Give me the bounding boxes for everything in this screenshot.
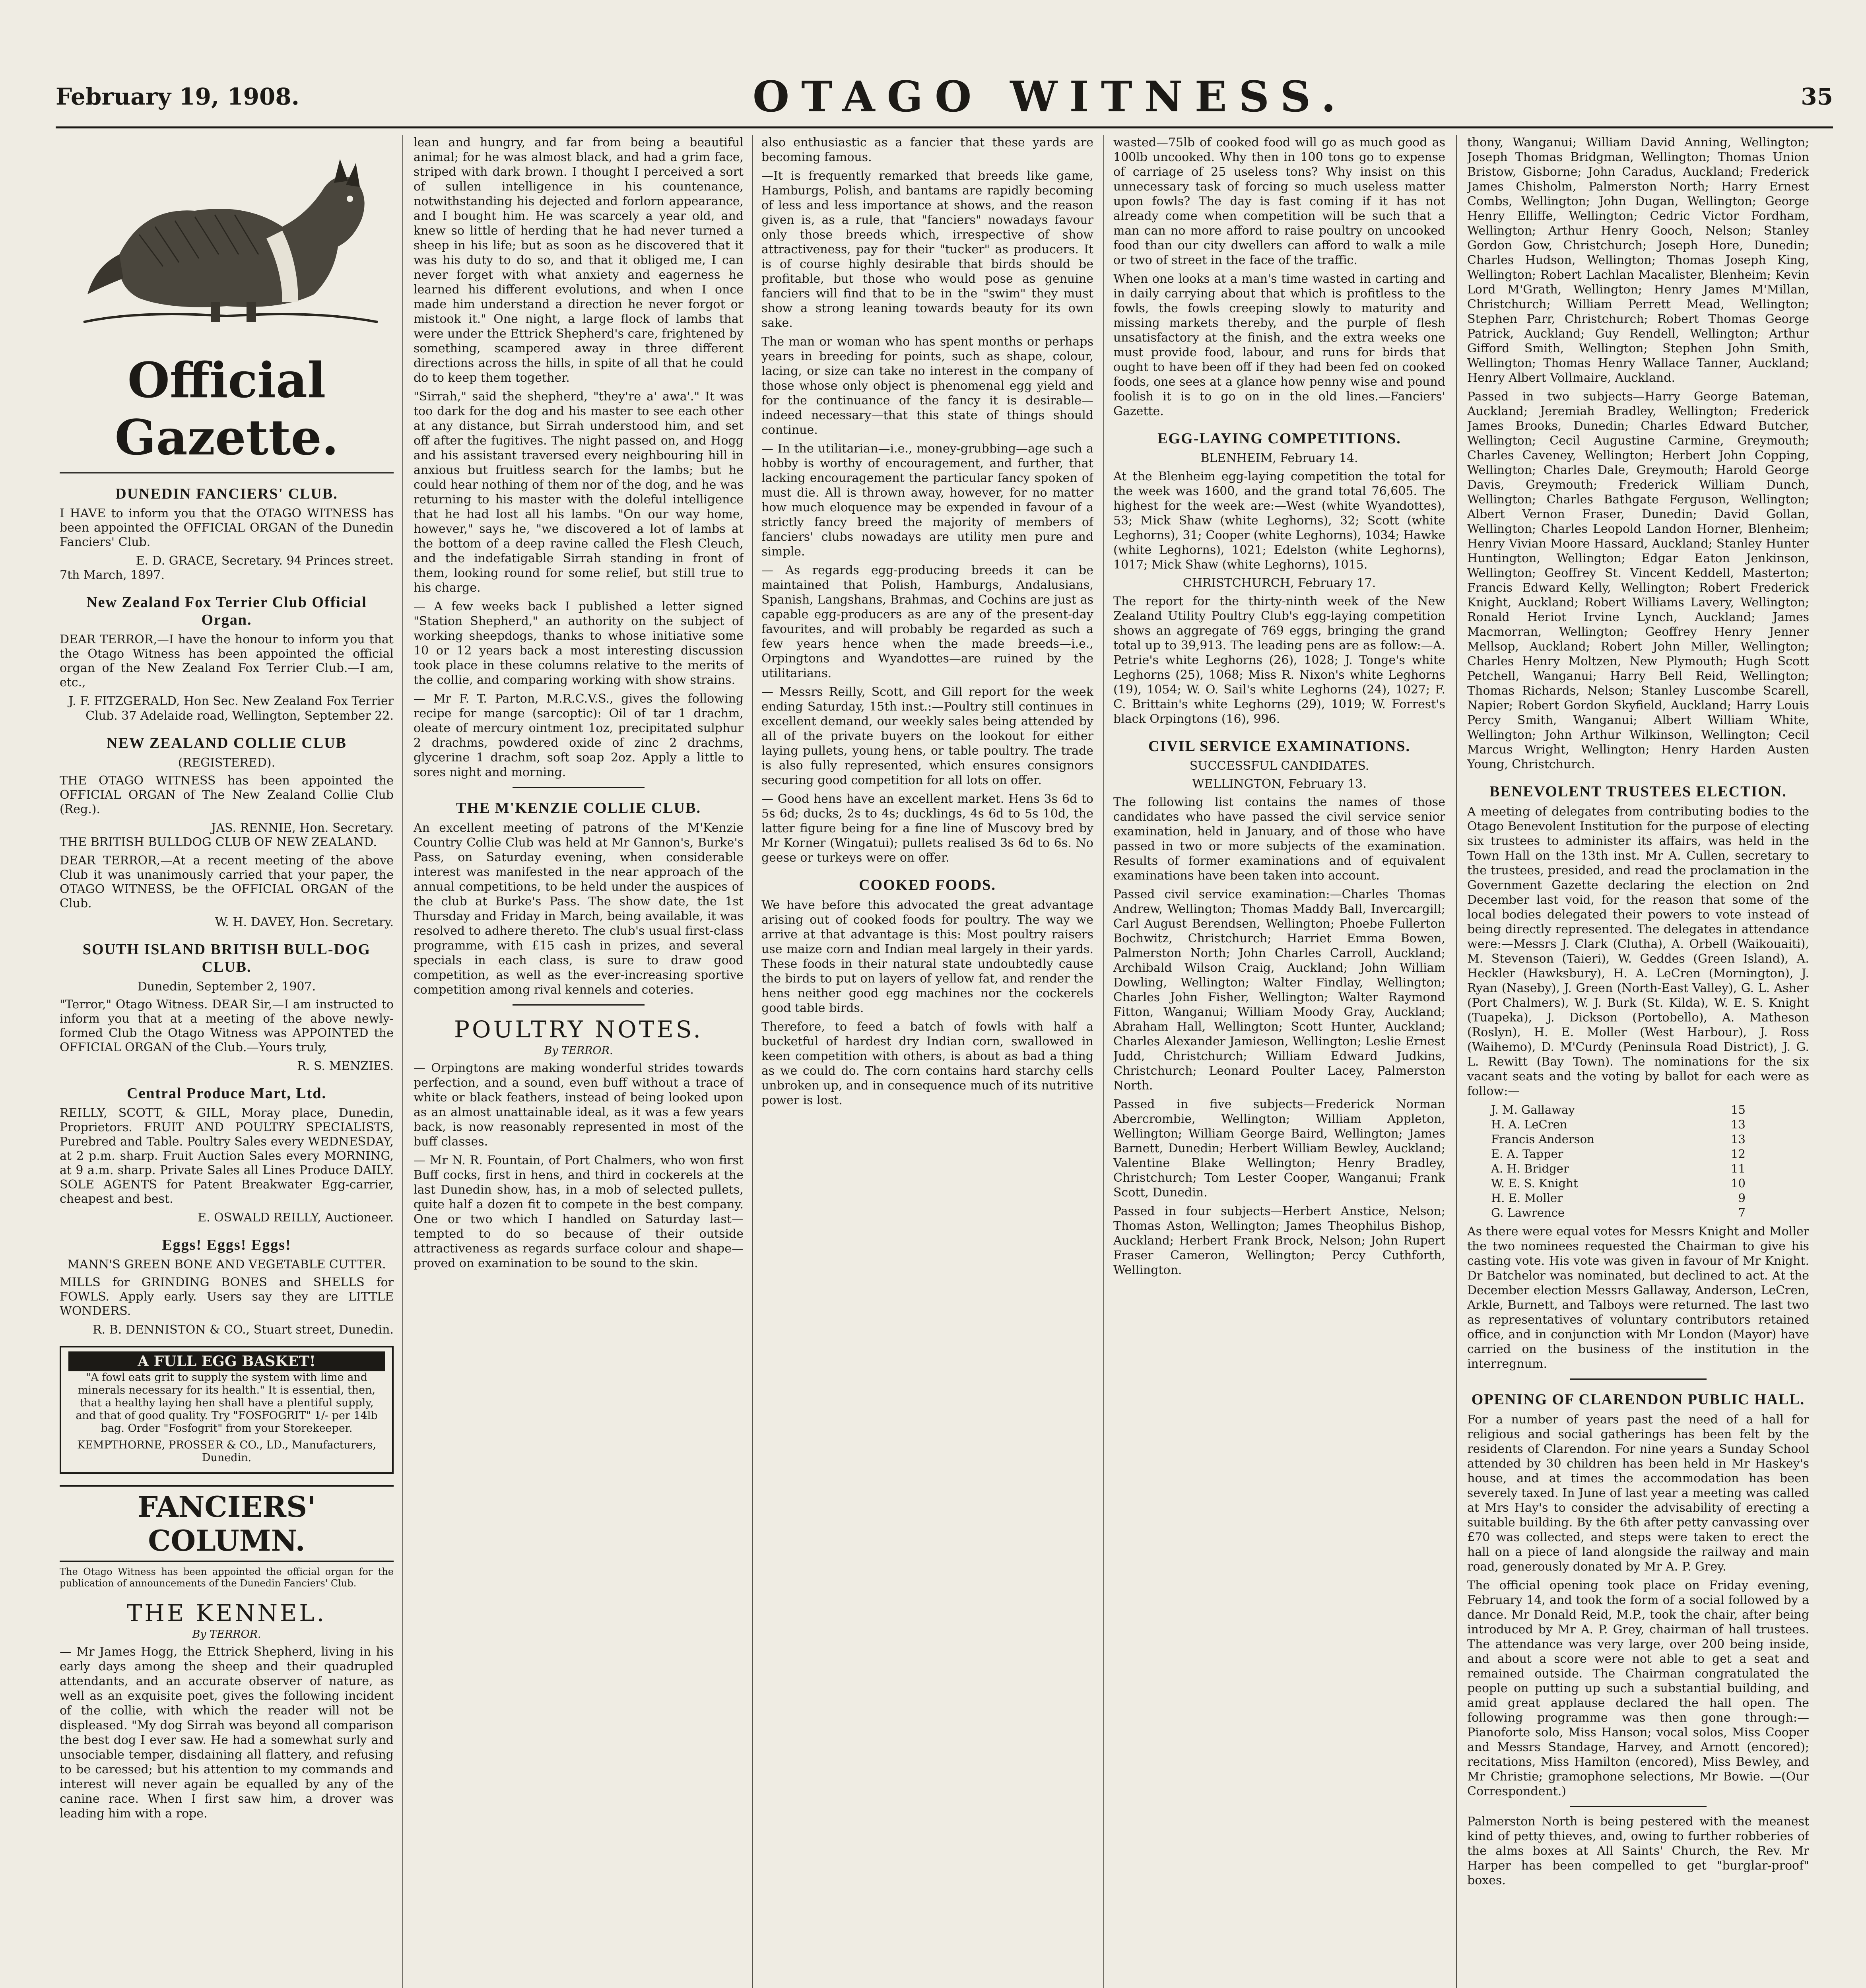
collie-club-notice: THE OTAGO WITNESS has been appointed the OFFICIAL ORGAN of The New Zealand Collie Club (Reg.). bbox=[60, 774, 394, 816]
column-4 bbox=[1113, 135, 1445, 1988]
clarendon-hall-heading: OPENING OF CLARENDON PUBLIC HALL. bbox=[1471, 1391, 1805, 1408]
christchurch-dateline: CHRISTCHURCH, February 17. bbox=[1183, 576, 1376, 590]
column-divider bbox=[402, 135, 403, 1988]
poultry-notes-paragraph: —It is frequently remarked that breeds like game, Hamburgs, Polish, and bantams are rapidly becoming of less and less importance at shows, and the reason given is, as a rule, that "fanciers" nowadays favour only those breeds which, irrespective of show attractiveness, pay for their "tucker" as producers. It is of course highly desirable that birds should be profitable, but those who would pose as genuine fanciers will find that to be in the "swim" they must show a strong leaning towards beauty for its own sake. bbox=[761, 169, 1093, 330]
market-report-paragraph: — Good hens have an excellent market. Hens 3s 6d to 5s 6d; ducks, 2s to 4s; ducklings, 4s 6d to 5s 10d, the latter figure being for a fine line of Muscovy bred by Mr Korner (Wingatui); pullets realised 3s 6d to 6s. No geese or turkeys were on offer. bbox=[761, 792, 1093, 865]
fox-terrier-signature: J. F. FITZGERALD, Hon Sec. New Zealand Fox Terrier Club. 37 Adelaide road, Wellington, September 22. bbox=[68, 694, 394, 723]
bulldog-club-heading: THE BRITISH BULLDOG CLUB OF NEW ZEALAND. bbox=[60, 835, 377, 849]
page-number: 35 bbox=[1801, 83, 1833, 110]
civil-service-passed-list: Passed civil service examination:—Charles Thomas Andrew, Wellington; Thomas Maddy Ball, Invercargill; Carl August Berendsen, Wellington; Phoebe Fullerton Bochwitz, Christchurch; Harriet Emma Bowen, Palmerston North; John Charles Carroll, Auckland; Archibald Wilson Craig, Auckland; John William Dowling, Wellington; Walter Findlay, Wellington; Charles John Fisher, Wellington; Walter Raymond Fitton, Wanganui; William Moody Gray, Auckland; Abraham Hall, Wellington; Scott Hunter, Auckland; Charles Alexander Jamieson, Wellington; Leslie Ernest Judd, Christchurch; William Edward Judkins, Christchurch; Leonard Poulter Lacey, Palmerston North. bbox=[1113, 887, 1445, 1093]
clarendon-hall-paragraph: The official opening took place on Friday evening, February 14, and took the form of a social followed by a dance. Mr Donald Reid, M.P., took the chair, after being introduced by Mr A. P. Grey, chairman of hall trustees. The attendance was very large, over 200 being inside, and about a score were not able to get a seat and remained outside. The Chairman congratulated the people on putting up such a substantial building, and amid great applause declared the hall open. The following programme was then gone through:—Pianoforte solo, Miss Hanson; vocal solos, Miss Cooper and Messrs Standage, Harvey, and Arnott (encored); recitations, Miss Hamilton (encored), Miss Bewley, and Mr Christie; gramophone selections, Mr Bowie. —(Our Correspondent.) bbox=[1467, 1578, 1809, 1798]
benevolent-trustees-paragraph: A meeting of delegates from contributing bodies to the Otago Benevolent Institution for the purpose of electing six trustees to administer its affairs, was held in the Town Hall on the 13th inst. Mr A. Cullen, secretary to the trustees, presided, and read the proclamation in the Government Gazette declaring the election on 2nd December last void, for the reason that some of the local bodies delegated their powers to vote instead of being directly represented. The delegates in attendance were:—Messrs J. Clark (Clutha), A. Orbell (Waikouaiti), M. Stevenson (Taieri), W. Geddes (Green Island), A. Heckler (Hawksbury), H. A. LeCren (Mornington), J. Ryan (Naseby), J. Green (North-East Valley), G. L. Asher (Port Chalmers), W. J. Burk (St. Kilda), W. E. S. Knight (Tuapeka), J. Dickson (Portobello), A. Matheson (Roslyn), H. E. Moller (West Harbour), J. Ross (Waihemo), D. M'Curdy (Peninsula Road District), J. G. L. Rewitt (Bay Town). The nominations for the six vacant seats and the voting by ballot for each were as follow:— bbox=[1467, 805, 1809, 1098]
kennel-byline: By TERROR. bbox=[192, 1628, 261, 1640]
section-divider bbox=[1570, 1378, 1707, 1380]
column-divider bbox=[1456, 135, 1457, 1988]
column-divider bbox=[752, 135, 753, 1988]
market-report-paragraph: — Messrs Reilly, Scott, and Gill report for the week ending Saturday, 15th inst.:—Poultry still continues in excellent demand, our weekly sales being attended by all of the private buyers on the lookout for either laying pullets, young hens, or table poultry. The trade is also fully represented, which ensures consignors securing good competition for all lots on offer. bbox=[761, 685, 1093, 787]
blenheim-results: At the Blenheim egg-laying competition the total for the week was 1600, and the grand total 76,605. The highest for the week are:—West (white Wyandottes), 53; Mick Shaw (white Leghorns), 32; Scott (white Leghorns), 31; Cooper (white Leghorns), 1034; Hawke (white Leghorns), 1021; Edelston (white Leghorns), 1017; Mick Shaw (white Leghorns), 1015. bbox=[1113, 470, 1445, 572]
blenheim-dateline: BLENHEIM, February 14. bbox=[1200, 451, 1358, 465]
collie-club-signature: JAS. RENNIE, Hon. Secretary. bbox=[211, 821, 394, 835]
collie-dog-engraving bbox=[60, 135, 394, 342]
eggs-ad-signature: R. B. DENNISTON & CO., Stuart street, Dunedin. bbox=[93, 1323, 394, 1337]
mange-recipe-paragraph: — Mr F. T. Parton, M.R.C.V.S., gives the following recipe for mange (sarcoptic): Oil of tar 1 drachm, oleate of mercury ointment 1oz, precipitated sulphur 2 drachms, powdered oxide of zinc 2 drachms, glycerine 1 drachm, soft soap 2oz. Apply a little to sores night and morning. bbox=[414, 692, 744, 779]
fox-terrier-heading: New Zealand Fox Terrier Club Official Organ. bbox=[86, 594, 367, 628]
south-island-club-signature: R. S. MENZIES. bbox=[297, 1059, 394, 1073]
ballot-row: A. H. Bridger 11 bbox=[1491, 1162, 1746, 1175]
bulldog-club-notice: DEAR TERROR,—At a recent meeting of the above Club it was unanimously carried that your paper, the OTAGO WITNESS, be the OFFICIAL ORGAN of the Club. bbox=[60, 854, 394, 911]
benevolent-trustees-paragraph: As there were equal votes for Messrs Knight and Moller the two nominees requested the Chairman to give his casting vote. His vote was given in favour of Mr Knight. Dr Batchelor was nominated, but declined to act. At the December election Messrs Gallaway, Anderson, LeCren, Arkle, Burnett, and Talboys were returned. The last two as representatives of voluntary contributors retained office, and in conjunction with Mr London (Mayor) have carried on the business of the institution in the interregnum. bbox=[1467, 1225, 1809, 1371]
poultry-notes-heading: POULTRY NOTES. bbox=[454, 1016, 703, 1043]
kennel-article: — Mr James Hogg, the Ettrick Shepherd, living in his early days among the sheep and their quadrupled attendants, and an accurate observer of nature, as well as an exquisite poet, gives the following incident of the collie, with which the reader will not be displeased. "My dog Sirrah was beyond all comparison the best dog I ever saw. He had a somewhat surly and unsociable temper, disdaining all flattery, and refusing to be caressed; but his attention to my commands and interest will never again be equalled by any of the canine race. When I first saw him, a drover was leading him with a rope. bbox=[60, 1645, 394, 1821]
civil-service-dateline: WELLINGTON, February 13. bbox=[1192, 777, 1367, 791]
civil-service-heading: CIVIL SERVICE EXAMINATIONS. bbox=[1148, 738, 1411, 755]
kennel-heading: THE KENNEL. bbox=[126, 1600, 327, 1627]
produce-mart-signature: E. OSWALD REILLY, Auctioneer. bbox=[198, 1211, 394, 1225]
column-2 bbox=[414, 135, 744, 1988]
poultry-notes-paragraph: — In the utilitarian—i.e., money-grubbing—age such a hobby is worthy of encouragement, and further, that lacking encouragement the particular fancy spoken of must die. All is thrown away, however, for no matter how much eloquence may be expended in favour of a strictly fancy breed the majority of members of fanciers' clubs nowadays are utility men pure and simple. bbox=[761, 442, 1093, 559]
ballot-row: W. E. S. Knight 10 bbox=[1491, 1176, 1746, 1190]
ballot-row: J. M. Gallaway 15 bbox=[1491, 1103, 1746, 1116]
ballot-row: H. A. LeCren 13 bbox=[1491, 1118, 1746, 1131]
christchurch-results: The report for the thirty-ninth week of the New Zealand Utility Poultry Club's egg-laying competition shows an aggregate of 769 eggs, bringing the grand total up to 39,913. The leading pens are as follow:—A. Petrie's white Leghorns (26), 1028; J. Tonge's white Leghorns (25), 1068; Miss R. Nixon's white Leghorns (19), 1054; W. O. Sail's white Leghorns (24), 1027; F. C. Brittain's white Leghorns (29), 1019; W. Forrest's black Orpingtons (16), 996. bbox=[1113, 594, 1445, 726]
produce-mart-ad: REILLY, SCOTT, & GILL, Moray place, Dunedin, Proprietors. FRUIT AND POULTRY SPECIALISTS, Purebred and Table. Poultry Sales every WEDNESDAY, at 2 p.m. sharp. Fruit Auction Sales every MORNING, at 9 a.m. sharp. Private Sales all Lines Produce DAILY. SOLE AGENTS for Patent Breakwater Egg-carrier, cheapest and best. bbox=[60, 1106, 394, 1206]
eggs-ad-heading: Eggs! Eggs! Eggs! bbox=[162, 1237, 291, 1253]
section-divider bbox=[513, 1004, 645, 1006]
eggs-ad-body: MILLS for GRINDING BONES and SHELLS for FOWLS. Apply early. Users say they are LITTLE WONDERS. bbox=[60, 1276, 394, 1318]
south-island-club-heading: SOUTH ISLAND BRITISH BULL-DOG CLUB. bbox=[82, 941, 371, 975]
civil-service-three-subjects: thony, Wanganui; William David Anning, Wellington; Joseph Thomas Bridgman, Wellington; Thomas Union Bristow, Gisborne; John Caradus, Auckland; Frederick James Chisholm, Palmerston North; Harry Ernest Combs, Wellington; John Dugan, Wellington; George Henry Elliffe, Wellington; Cedric Victor Fordham, Wellington; Arthur Henry Gooch, Nelson; Stanley Gordon Gow, Christchurch; Joseph Hore, Dunedin; Charles Hudson, Wellington; Thomas Joseph King, Wellington; Robert Lachlan Macalister, Blenheim; Kevin Lord M'Grath, Wellington; Henry James M'Millan, Christchurch; William Perrett Mead, Wellington; Stephen Parr, Christchurch; Robert Thomas George Patrick, Auckland; Guy Rendell, Wellington; Arthur Gifford Smith, Wellington; Stephen John Smith, Wellington; Thomas Henry Wallace Tanner, Auckland; Henry Albert Vollmaire, Auckland. bbox=[1467, 136, 1809, 385]
civil-service-subheading: SUCCESSFUL CANDIDATES. bbox=[1189, 759, 1369, 773]
cooked-foods-paragraph: wasted—75lb of cooked food will go as much good as 100lb uncooked. Why then in 100 tons go to expense of carriage of 25 useless tons? Why insist on this unnecessary task of forcing so much useless matter upon fowls? The day is fast coming if it has not already come when competition will be such that a man can no more afford to raise poultry on uncooked food than our city dwellers can afford to walk a mile or two of street in the face of the traffic. bbox=[1113, 136, 1445, 267]
fanciers-column-heading: FANCIERS' COLUMN. bbox=[60, 1485, 394, 1562]
dunedin-club-date: 7th March, 1897. bbox=[60, 568, 165, 582]
egg-basket-body: "A fowl eats grit to supply the system with lime and minerals necessary for its health." It is essential, then, that a healthy laying hen shall have a plentiful supply, and that of good quality. Try "FOSFOGRIT" 1/- per 14lb bag. Order "Fosfogrit" from your Storekeeper. bbox=[76, 1371, 378, 1435]
egg-laying-heading: EGG-LAYING COMPETITIONS. bbox=[1157, 430, 1401, 447]
ballot-row: H. E. Moller 9 bbox=[1491, 1191, 1746, 1205]
column-3 bbox=[761, 135, 1093, 1988]
bulldog-club-signature: W. H. DAVEY, Hon. Secretary. bbox=[215, 915, 394, 929]
column-5 bbox=[1467, 135, 1809, 1988]
mckenzie-club-article: An excellent meeting of patrons of the M'Kenzie Country Collie Club was held at Mr Gannon's, Burke's Pass, on Saturday evening, when considerable interest was manifested in the near approach of the annual competitions, to be held under the auspices of the club at Burke's Pass. The show date, the 1st Thursday and Friday in March, being available, it was resolved to adhere thereto. The club's usual first-class programme, with £15 cash in prizes, and several specials in each class, is sure to draw good competition, as well as the ever-increasing sportive competition among rival kennels and coteries. bbox=[414, 821, 744, 997]
south-island-club-place: Dunedin, September 2, 1907. bbox=[137, 980, 316, 994]
cooked-foods-heading: COOKED FOODS. bbox=[859, 877, 996, 893]
cooked-foods-paragraph: Therefore, to feed a batch of fowls with half a bucketful of hardest dry Indian corn, swallowed in keen competition with others, is about as bad a thing as we could do. The corn contains hard starchy cells unbroken up, and in consequence much of its nutritive power is lost. bbox=[761, 1020, 1093, 1107]
masthead-rule bbox=[56, 126, 1833, 128]
south-island-club-notice: "Terror," Otago Witness. DEAR Sir,—I am instructed to inform you that at a meeting of the above newly-formed Club the Otago Witness was APPOINTED the OFFICIAL ORGAN of the Club.—Yours truly, bbox=[60, 998, 394, 1054]
cooked-foods-paragraph: When one looks at a man's time wasted in carting and in daily carrying about that which is profitless to the fowls, the fowls creeping slowly to maturity and missing markets thereby, and the purple of flesh unsatisfactory at the finish, and the extra weeks one must provide food, labour, and runs for birds that ought to have been off if they had been fed on cooked foods, one sees at a glance how penny wise and pound foolish it is to go on in the old lines.—Fanciers' Gazette. bbox=[1113, 272, 1445, 418]
ballot-row: Francis Anderson 13 bbox=[1491, 1132, 1746, 1146]
section-divider bbox=[513, 787, 645, 788]
ballot-results-table bbox=[1491, 1103, 1746, 1220]
gazette-heading: Official Gazette. bbox=[60, 351, 394, 474]
ballot-row: E. A. Tapper 12 bbox=[1491, 1147, 1746, 1161]
column-divider bbox=[1103, 135, 1104, 1988]
collie-club-heading: NEW ZEALAND COLLIE CLUB bbox=[107, 735, 347, 751]
fox-terrier-notice: DEAR TERROR,—I have the honour to inform you that the Otago Witness has been appointed the official organ of the New Zealand Fox Terrier Club.—I am, etc., bbox=[60, 633, 394, 689]
section-divider bbox=[1570, 1806, 1707, 1807]
collie-club-subheading: (REGISTERED). bbox=[178, 756, 276, 770]
civil-service-two-subjects: Passed in two subjects—Harry George Bateman, Auckland; Jeremiah Bradley, Wellington; Frederick James Brooks, Dunedin; Charles Edward Butcher, Wellington; Cecil Augustine Carmine, Greymouth; Charles Caveney, Wellington; Herbert John Copping, Wellington; Charles Dale, Greymouth; Harold George Davis, Greymouth; Frederick William Dunch, Wellington; Charles Bathgate Ferguson, Wellington; Albert Vernon Fraser, Dunedin; David Gollan, Wellington; Charles Leopold Landon Horner, Blenheim; Henry Vivian Moore Hassard, Auckland; Stanley Hunter Huntington, Wellington; Edgar Eaton Jenkinson, Wellington; Geoffrey St. Vincent Keddell, Masterton; Francis Edward Kelly, Wellington; Robert Frederick Knight, Auckland; Robert Williams Lavery, Wellington; Ronald Heriot Irvine Lynch, Auckland; James Macmorran, Wellington; Geoffrey Henry Jenner Mellsop, Auckland; Robert John Miller, Wellington; Charles Henry Moltzen, New Plymouth; Hugh Scott Petchell, Wanganui; Harry Bell Reid, Wellington; Thomas Richards, Nelson; Stanley Luscombe Scarell, Napier; Robert Gordon Skyfield, Auckland; Harry Louis Percy Smith, Wanganui; Albert William White, Wellington; John Arthur Wilkinson, Wellington; Cecil Marcus Wright, Wellington; Henry Harden Austen Young, Christchurch. bbox=[1467, 390, 1809, 771]
civil-service-intro: The following list contains the names of those candidates who have passed the civil service senior examination, held in January, and of those who have passed in two or more subjects of the examination. Results of former examinations and of equivalent examinations have been taken into account. bbox=[1113, 795, 1445, 883]
produce-mart-heading: Central Produce Mart, Ltd. bbox=[127, 1085, 326, 1102]
eggs-ad-subheading: MANN'S GREEN BONE AND VEGETABLE CUTTER. bbox=[67, 1258, 386, 1272]
fanciers-column-note: The Otago Witness has been appointed the official organ for the publication of announcements of the Dunedin Fanciers' Club. bbox=[60, 1566, 394, 1589]
poultry-notes-paragraph: The man or woman who has spent months or perhaps years in breeding for points, such as shape, colour, lacing, or size can take no interest in the company of those whose only object is phenomenal egg yield and for the continuance of the fancy it is desirable—indeed necessary—that this state of things should continue. bbox=[761, 335, 1093, 437]
masthead bbox=[56, 70, 1833, 123]
mckenzie-club-heading: THE M'KENZIE COLLIE CLUB. bbox=[456, 800, 701, 816]
column-1 bbox=[60, 135, 394, 1988]
dunedin-club-heading: DUNEDIN FANCIERS' CLUB. bbox=[115, 485, 338, 502]
sirrah-story-paragraph: "Sirrah," said the shepherd, "they're a' awa'." It was too dark for the dog and his master to see each other at any distance, but Sirrah understood him, and set off after the fugitives. The night passed on, and Hogg and his assistant traversed every neighbouring hill in anxious but fruitless search for the lambs; but he could hear nothing of them nor of the dog, and he was returning to his master with the doleful intelligence that he had lost all his lambs. "On our way home, however," says he, "we discovered a lot of lambs at the bottom of a deep ravine called the Flesh Cleuch, and the indefatigable Sirrah standing in front of them, looking round for some relief, but still true to his charge. bbox=[414, 390, 744, 595]
egg-basket-title: A FULL EGG BASKET! bbox=[68, 1351, 385, 1371]
dunedin-club-signature: E. D. GRACE, Secretary. 94 Princes street. bbox=[136, 554, 394, 568]
cooked-foods-paragraph: We have before this advocated the great advantage arising out of cooked foods for poultry. The way we arrive at that advantage is this: Most poultry raisers use maize corn and Indian meal largely in their yards. These foods in their natural state undoubtedly cause the birds to put on layers of yellow fat, and render the hens neither good egg machines nor the cockerels good table birds. bbox=[761, 898, 1093, 1015]
poultry-notes-paragraph: — As regards egg-producing breeds it can be maintained that Polish, Hamburgs, Andalusians, Spanish, Langshans, Brahmas, and Cochins are just as capable egg-producers as are any of the present-day favourites, and will probably be regarded as such a few years hence when the made breeds—i.e., Orpingtons and Wyandottes—are ruined by the utilitarians. bbox=[761, 563, 1093, 680]
sirrah-story-paragraph: lean and hungry, and far from being a beautiful animal; for he was almost black, and had a grim face, striped with dark brown. I thought I perceived a sort of sullen intelligence in his countenance, notwithstanding his dejected and forlorn appearance, and I bought him. He was scarcely a year old, and knew so little of herding that he had never turned a sheep in his life; but as soon as he discovered that it was his duty to do so, and that it obliged me, I can never forget with what anxiety and eagerness he learned his different evolutions, and when I once made him understand a direction he never forgot or mistook it." One night, a large flock of lambs that were under the Ettrick Shepherd's care, frightened by something, scampered away in three different directions across the hills, in spite of all that he could do to keep them together. bbox=[414, 136, 744, 385]
egg-basket-ad bbox=[60, 1346, 394, 1474]
dunedin-club-notice: I HAVE to inform you that the OTAGO WITNESS has been appointed the OFFICIAL ORGAN of the Dunedin Fanciers' Club. bbox=[60, 507, 394, 549]
ballot-row: G. Lawrence 7 bbox=[1491, 1206, 1746, 1219]
poultry-notes-paragraph: — Orpingtons are making wonderful strides towards perfection, and a sound, even buff without a trace of white or black feathers, instead of being looked upon as an almost unattainable ideal, as it was a few years back, is now reasonably represented in most of the buff classes. bbox=[414, 1061, 744, 1149]
station-shepherd-paragraph: — A few weeks back I published a letter signed "Station Shepherd," an authority on the subject of working sheepdogs, thanks to whose initiative some 10 or 12 years back a most interesting discussion took place in these columns relative to the merits of the collie, and comparing working with show strains. bbox=[414, 600, 744, 687]
poultry-notes-paragraph: also enthusiastic as a fancier that these yards are becoming famous. bbox=[761, 136, 1093, 164]
poultry-notes-paragraph: — Mr N. R. Fountain, of Port Chalmers, who won first Buff cocks, first in hens, and third in cockerels at the last Dunedin show, has, in a mob of selected pullets, quite half a dozen fit to compete in the best company. One or two which I handled on Saturday last—tempted to do so because of their outside attractiveness as regards surface colour and shape—proved on examination to be sound to the skin. bbox=[414, 1153, 744, 1270]
newspaper-title: OTAGO WITNESS. bbox=[752, 72, 1348, 121]
civil-service-four-subjects: Passed in four subjects—Herbert Anstice, Nelson; Thomas Aston, Wellington; James Theophilus Bishop, Auckland; Herbert Frank Brock, Nelson; John Rupert Fraser Cameron, Wellington; Percy Cuthforth, Wellington. bbox=[1113, 1204, 1445, 1277]
egg-basket-signature: KEMPTHORNE, PROSSER & CO., LD., Manufacturers, Dunedin. bbox=[77, 1439, 377, 1464]
palmerston-north-paragraph: Palmerston North is being pestered with the meanest kind of petty thieves, and, owing to further robberies of the alms boxes at All Saints' Church, the Rev. Mr Harper has been compelled to get "burglar-proof" boxes. bbox=[1467, 1815, 1809, 1887]
civil-service-five-subjects: Passed in five subjects—Frederick Norman Abercrombie, Wellington; William Appleton, Wellington; William George Baird, Wellington; James Barnett, Dunedin; Herbert William Bewley, Auckland; Valentine Blake Wellington; Henry Bradley, Christchurch; Tom Lester Cooper, Wanganui; Frank Scott, Dunedin. bbox=[1113, 1097, 1445, 1200]
clarendon-hall-paragraph: For a number of years past the need of a hall for religious and social gatherings has been felt by the residents of Clarendon. For nine years a Sunday School attended by 30 children has been held in Mr Haskey's house, and at times the accommodation has been severely taxed. In June of last year a meeting was called at Mrs Hay's to consider the advisability of erecting a suitable building. By the 6th after petty canvassing over £70 was collected, and steps were taken to erect the hall on a piece of land alongside the railway and main road, generously donated by Mr A. P. Grey. bbox=[1467, 1413, 1809, 1574]
poultry-notes-byline: By TERROR. bbox=[544, 1044, 613, 1057]
benevolent-trustees-heading: BENEVOLENT TRUSTEES ELECTION. bbox=[1489, 783, 1787, 800]
issue-date: February 19, 1908. bbox=[56, 83, 299, 110]
